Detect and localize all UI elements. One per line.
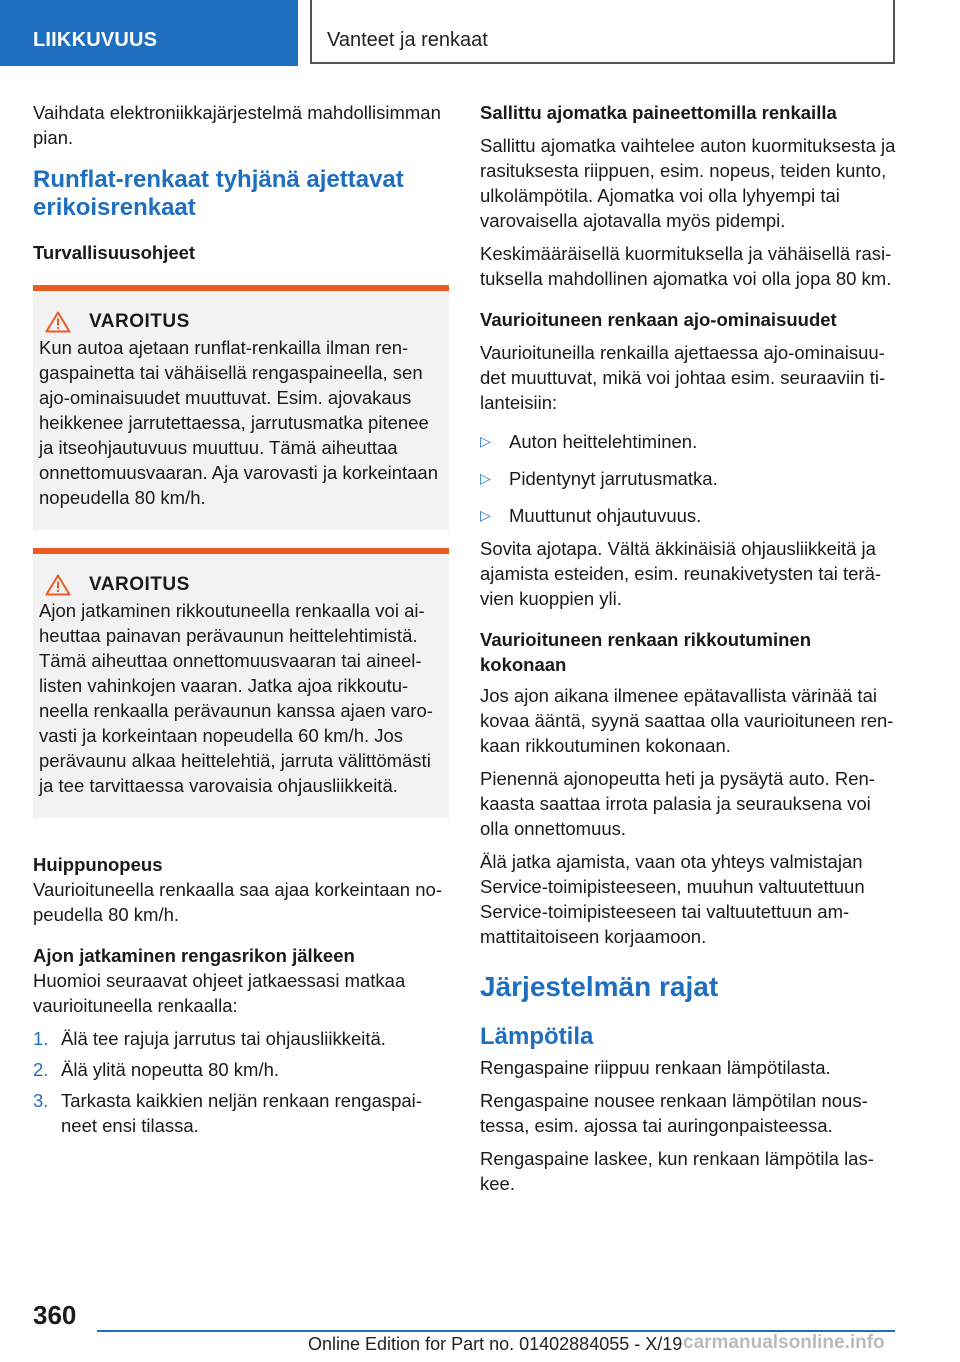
page-number: 360: [33, 1300, 77, 1330]
limits-heading: Järjestelmän rajat: [480, 971, 719, 1002]
section-heading-runflat: Runflat-renkaat tyhjänä ajettavat erikoisrenkaat: [33, 166, 404, 221]
continue-text: Huomioi seuraavat ohjeet jatkaessasi matkaa vaurioituneella renkaalla:: [33, 970, 406, 1016]
list-item: 3. Tarkasta kaikkien neljän renkaan rengaspaineet ensi tilassa.: [33, 1090, 422, 1136]
temperature-paragraph-1: Rengaspaine riippuu renkaan lämpötilasta.: [480, 1057, 831, 1078]
warning-title-1: [39, 311, 443, 333]
intro-paragraph: Vaihdata elektroniikkajärjestelmä mahdollisimman pian.: [33, 102, 441, 148]
warning-triangle-icon: [45, 574, 71, 596]
range-paragraph-1: Sallittu ajomatka vaihtelee auton kuormituksesta ja rasituksesta riippuen, esim. nopeus, teiden kunto, ulkolämpötila. Ajomatka voi olla lyhyempi tai varovaisella ajotavalla myös pidempi.: [480, 135, 896, 231]
warning-text-2: Ajon jatkaminen rikkoutuneella renkaalla voi aiheuttaa painavan perävaunun heittelehtimistä. Tämä aiheuttaa onnettomuusvaaran tai aineellisten vahinkojen vaaran. Jatka ajoa rikkoutuneella renkaalla perävaunun kanssa ajaen varovasti ja korkeintaan nopeudella 60 km/h. Jos perävaunu alkaa heittelehtiä, jarruta välittömästi ja tee tarvittaessa varovaisia ohjausliikkeitä.: [39, 600, 433, 796]
handling-paragraph-1: Vaurioituneilla renkailla ajettaessa ajo-ominaisuudet muuttuvat, mikä voi johtaa esim. seuraaviin tilanteisiin:: [480, 342, 886, 413]
warning-triangle-icon: [45, 311, 71, 333]
warning-label-1: VAROITUS: [89, 311, 190, 332]
handling-heading: Vaurioituneen renkaan ajo-ominaisuudet: [480, 309, 837, 330]
continue-heading: Ajon jatkaminen rengasrikon jälkeen: [33, 945, 355, 966]
range-paragraph-2: Keskimääräisellä kuormituksella ja vähäisellä rasituksella mahdollinen ajomatka voi olla jopa 80 km.: [480, 243, 892, 289]
warning-title-2: [39, 574, 443, 596]
destroyed-paragraph-2: Pienennä ajonopeutta heti ja pysäytä auto. Renkaasta saattaa irrota palasia ja seurauksena voi olla onnettomuus.: [480, 768, 875, 839]
footer-edition: Online Edition for Part no. 01402884055 - X/19: [308, 1334, 683, 1354]
triangle-bullet-icon: ▷: [480, 507, 491, 523]
top-speed-heading: Huippunopeus: [33, 854, 163, 875]
warning-label-2: VAROITUS: [89, 574, 190, 595]
warning-box-2: [33, 548, 449, 818]
handling-paragraph-2: Sovita ajotapa. Vältä äkkinäisiä ohjausliikkeitä ja ajamista esteiden, esim. reunakivetysten tai terävien kuoppien yli.: [480, 538, 882, 609]
list-item: ▷ Muuttunut ohjautuvuus.: [480, 505, 702, 526]
temperature-paragraph-2: Rengaspaine nousee renkaan lämpötilan noustessa, esim. ajossa tai auringonpaisteessa.: [480, 1090, 868, 1136]
range-heading: Sallittu ajomatka paineettomilla renkailla: [480, 102, 837, 123]
list-item: 2. Älä ylitä nopeutta 80 km/h.: [33, 1059, 280, 1080]
page-header: [0, 0, 960, 66]
destroyed-heading: Vaurioituneen renkaan rikkoutuminen kokonaan: [480, 629, 812, 675]
right-column: [480, 100, 898, 1196]
safety-heading: Turvallisuusohjeet: [33, 242, 196, 263]
triangle-bullet-icon: ▷: [480, 433, 491, 449]
list-item: ▷ Pidentynyt jarrutusmatka.: [480, 468, 718, 489]
warning-text-1: Kun autoa ajetaan runflat-renkailla ilman rengaspainetta tai vähäisellä rengaspaineella, sen ajo-ominaisuudet muuttuvat. Esim. ajovakaus heikkenee jarrutettaessa, jarrutusmatka pitenee ja itseohjautuvuus muuttuu. Tämä aiheuttaa onnettomuusvaaran. Aja varovasti ja korkeintaan nopeudella 80 km/h.: [39, 337, 439, 508]
top-speed-text: Vaurioituneella renkaalla saa ajaa korkeintaan nopeudella 80 km/h.: [33, 879, 442, 925]
list-item: ▷ Auton heittelehtiminen.: [480, 431, 698, 452]
left-column: [33, 100, 449, 1144]
list-item: 1. Älä tee rajuja jarrutus tai ohjausliikkeitä.: [33, 1028, 386, 1049]
topic-title: Vanteet ja renkaat: [310, 0, 895, 64]
temperature-heading: Lämpötila: [480, 1023, 594, 1050]
temperature-paragraph-3: Rengaspaine laskee, kun renkaan lämpötila laskee.: [480, 1148, 874, 1194]
destroyed-paragraph-1: Jos ajon aikana ilmenee epätavallista värinää tai kovaa ääntä, syynä saattaa olla vaurioituneen renkaan rikkoutuminen kokonaan.: [480, 685, 894, 756]
triangle-bullet-icon: ▷: [480, 470, 491, 486]
section-tab[interactable]: LIIKKUVUUS: [0, 0, 298, 66]
footer-watermark: carmanualsonline.info: [683, 1332, 885, 1353]
warning-box-1: [33, 285, 449, 530]
handling-bullets: [480, 429, 898, 528]
destroyed-paragraph-3: Älä jatka ajamista, vaan ota yhteys valmistajan Service-toimipisteeseen, muuhun valtuutettuun Service-toimipisteeseen tai valtuutettuun ammattitaitoiseen korjaamoon.: [480, 851, 865, 947]
steps-list: [33, 1026, 449, 1138]
